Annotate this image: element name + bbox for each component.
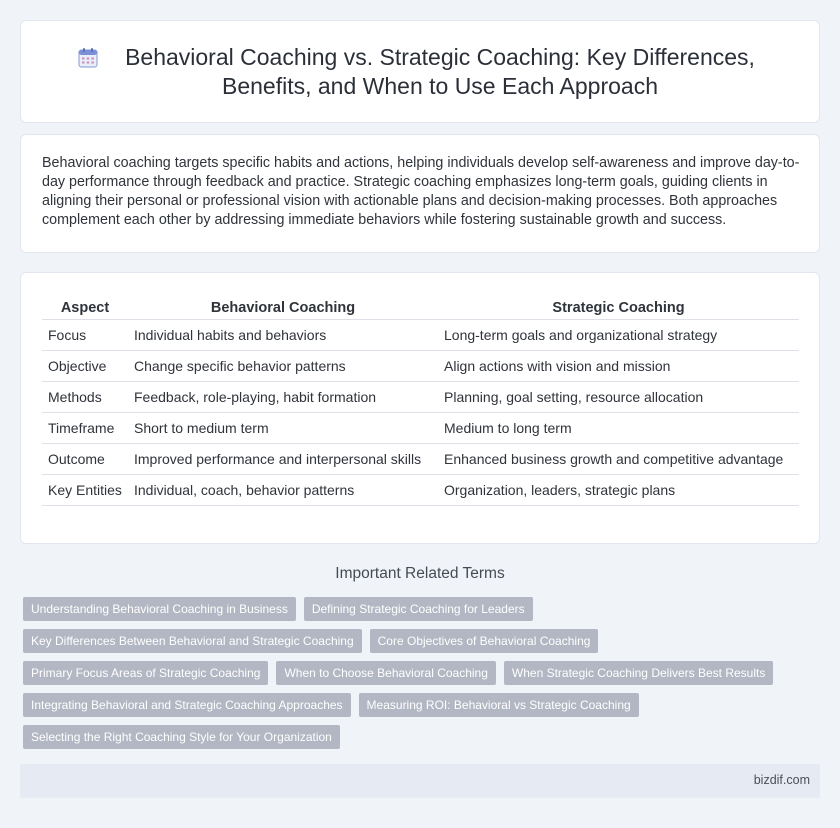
related-terms-tags	[23, 597, 803, 749]
header-behavioral: Behavioral Coaching	[128, 297, 438, 319]
header-strategic: Strategic Coaching	[438, 297, 799, 319]
table-cell-behavioral: Individual, coach, behavior patterns	[128, 474, 438, 505]
table-row	[42, 443, 799, 474]
table-cell-aspect: Timeframe	[42, 412, 128, 443]
related-term-tag[interactable]: Selecting the Right Coaching Style for Your Organization	[23, 725, 340, 749]
header-card	[20, 20, 820, 123]
related-term-tag[interactable]: Core Objectives of Behavioral Coaching	[370, 629, 599, 653]
table-cell-aspect: Outcome	[42, 443, 128, 474]
footer-site-link[interactable]: bizdif.com	[753, 773, 810, 787]
table-cell-aspect: Methods	[42, 381, 128, 412]
table-cell-strategic: Enhanced business growth and competitive advantage	[438, 443, 799, 474]
table-cell-behavioral: Short to medium term	[128, 412, 438, 443]
related-term-tag[interactable]: When Strategic Coaching Delivers Best Results	[504, 661, 773, 685]
intro-card	[20, 134, 820, 253]
title-wrap	[21, 21, 819, 122]
comparison-table-card	[20, 272, 820, 544]
table-row	[42, 319, 799, 350]
page-title: Behavioral Coaching vs. Strategic Coaching: Key Differences, Benefits, and When to Use Each Approach	[125, 43, 755, 99]
table-cell-strategic: Long-term goals and organizational strategy	[438, 319, 799, 350]
related-term-tag[interactable]: Measuring ROI: Behavioral vs Strategic Coaching	[359, 693, 639, 717]
table-cell-behavioral: Individual habits and behaviors	[128, 319, 438, 350]
table-cell-strategic: Organization, leaders, strategic plans	[438, 474, 799, 505]
table-cell-behavioral: Improved performance and interpersonal skills	[128, 443, 438, 474]
related-term-tag[interactable]: Understanding Behavioral Coaching in Business	[23, 597, 296, 621]
related-terms-title: Important Related Terms	[335, 565, 505, 582]
footer	[20, 764, 820, 798]
intro-paragraph: Behavioral coaching targets specific habits and actions, helping individuals develop self-awareness and improve day-to-day performance through feedback and practice. Strategic coaching emphasizes long-term goals, guiding clients in aligning their personal or professional vision with actionable plans and decision-making processes. Both approaches complement each other by addressing immediate behaviors while fostering sustainable growth and success.	[42, 155, 800, 228]
related-term-tag[interactable]: Key Differences Between Behavioral and Strategic Coaching	[23, 629, 362, 653]
table-cell-aspect: Objective	[42, 350, 128, 381]
related-term-tag[interactable]: Primary Focus Areas of Strategic Coaching	[23, 661, 268, 685]
table-cell-strategic: Medium to long term	[438, 412, 799, 443]
related-term-tag[interactable]: Integrating Behavioral and Strategic Coaching Approaches	[23, 693, 351, 717]
table-cell-behavioral: Feedback, role-playing, habit formation	[128, 381, 438, 412]
table-row	[42, 412, 799, 443]
table-cell-behavioral: Change specific behavior patterns	[128, 350, 438, 381]
table-cell-aspect: Focus	[42, 319, 128, 350]
related-term-tag[interactable]: When to Choose Behavioral Coaching	[276, 661, 495, 685]
table-row	[42, 381, 799, 412]
table-cell-strategic: Align actions with vision and mission	[438, 350, 799, 381]
table-cell-aspect: Key Entities	[42, 474, 128, 505]
table-row	[42, 350, 799, 381]
table-header-row	[42, 297, 799, 319]
related-term-tag[interactable]: Defining Strategic Coaching for Leaders	[304, 597, 533, 621]
comparison-table	[42, 297, 799, 506]
header-aspect: Aspect	[42, 297, 128, 319]
table-row	[42, 474, 799, 505]
table-cell-strategic: Planning, goal setting, resource allocation	[438, 381, 799, 412]
